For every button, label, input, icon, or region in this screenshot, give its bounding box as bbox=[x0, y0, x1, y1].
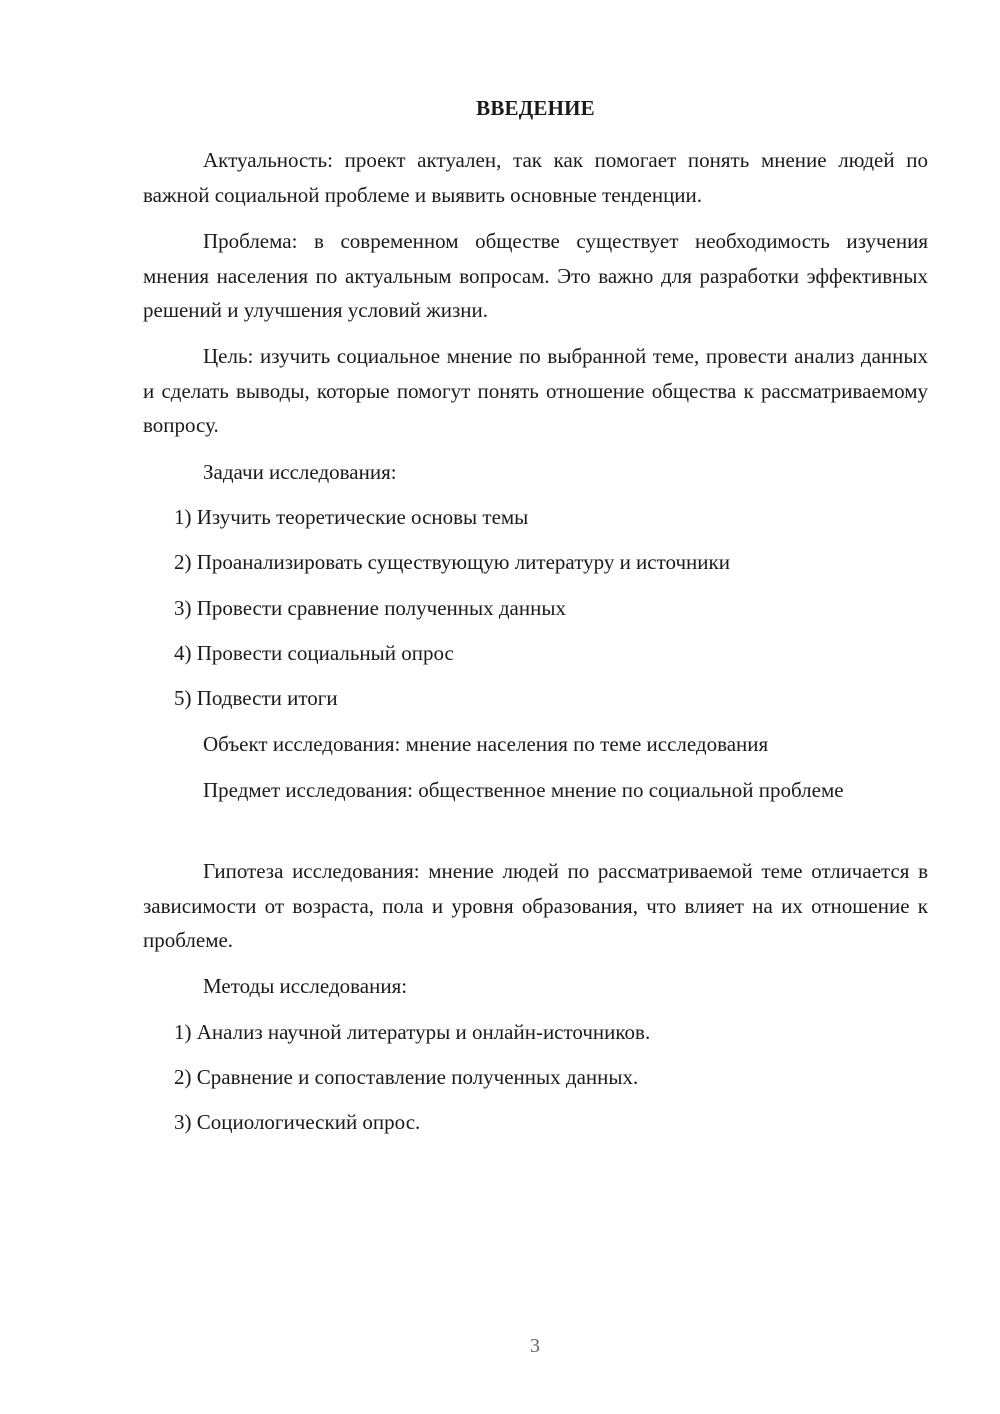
task-list-item: 4) Провести социальный опрос bbox=[174, 641, 454, 665]
task-list-item: 3) Провести сравнение полученных данных bbox=[174, 596, 566, 620]
method-list-item: 3) Социологический опрос. bbox=[174, 1110, 421, 1134]
object-paragraph: Объект исследования: мнение населения по теме исследования bbox=[203, 732, 769, 756]
task-list-item: 2) Проанализировать существующую литературу и источники bbox=[174, 550, 730, 574]
hypothesis-paragraph: Гипотеза исследования: мнение людей по рассматриваемой теме отличается в зависимости от возраста, пола и уровня образования, что влияет на их отношение к проблеме. bbox=[143, 859, 928, 952]
task-list-item: 1) Изучить теоретические основы темы bbox=[174, 505, 529, 529]
methods-heading: Методы исследования: bbox=[203, 974, 408, 998]
relevance-paragraph: Актуальность: проект актуален, так как помогает понять мнение людей по важной социальной проблеме и выявить основные тенденции. bbox=[143, 148, 928, 207]
problem-paragraph: Проблема: в современном обществе существует необходимость изучения мнения населения по актуальным вопросам. Это важно для разработки эффективных решений и улучшения условий жизни. bbox=[143, 229, 928, 322]
page-number: 3 bbox=[530, 1335, 540, 1357]
task-list-item: 5) Подвести итоги bbox=[174, 686, 338, 710]
tasks-heading: Задачи исследования: bbox=[203, 460, 397, 484]
method-list-item: 1) Анализ научной литературы и онлайн-источников. bbox=[174, 1020, 651, 1044]
page-title: ВВЕДЕНИЕ bbox=[476, 96, 595, 120]
method-list-item: 2) Сравнение и сопоставление полученных данных. bbox=[174, 1065, 639, 1089]
goal-paragraph: Цель: изучить социальное мнение по выбранной теме, провести анализ данных и сделать выводы, которые помогут понять отношение общества к рассматриваемому вопросу. bbox=[143, 344, 928, 437]
subject-paragraph: Предмет исследования: общественное мнение по социальной проблеме bbox=[203, 778, 844, 802]
